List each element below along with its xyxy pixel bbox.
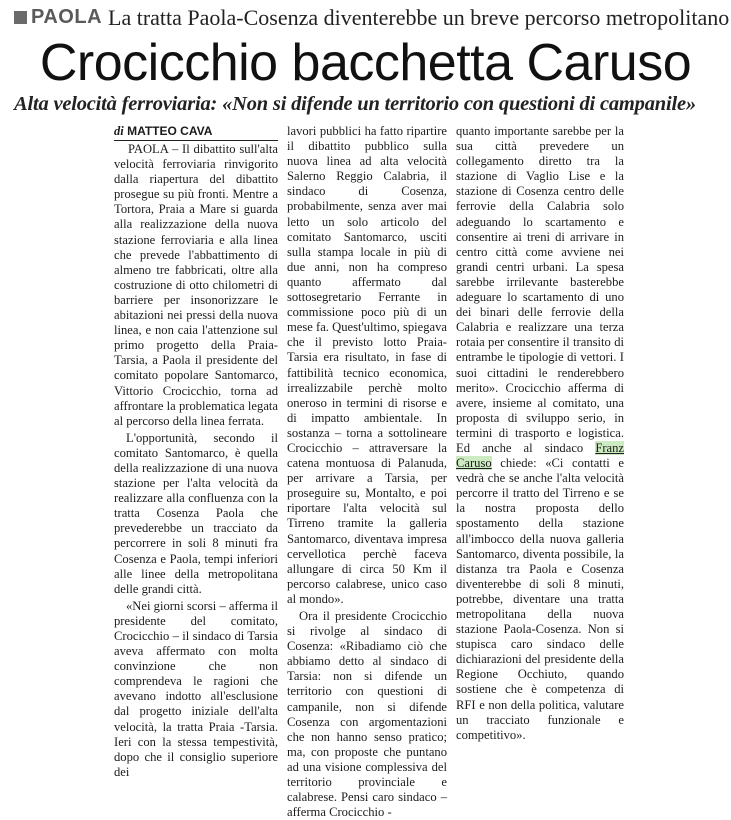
article-column-3 (456, 124, 624, 743)
paragraph: lavori pubblici ha fatto ripartire il dibattito pubblico sulla nuova linea ad alta velocità Salerno Reggio Calabria, il sindaco di Cosenza, probabilmente, senza aver mai letto un solo articolo del comitato Santomarco, usciti sulla stampa locale in più di due anni, non ha compreso quanto affermato dal sottosegretario Ferrante in commissione poco più di un mese fa. Quest'ultimo, spiegava che il previsto lotto Praia-Tarsia era risultato, in fase di fattibilità tecnico economica, irrealizzabile perchè molto oneroso in termini di risorse e di impatto ambientale. In sostanza – torna a sottolineare Crocicchio – attraversare la catena montuosa di Palanuda, per arrivare a Tarsia, per proseguire su, Montalto, e poi riportare l'alta velocità sul Tirreno tramite la galleria Santomarco, diventava impresa cervellotica perchè faceva allungare di circa 50 Km il percorso calabrese, unico caso al mondo». (287, 124, 447, 606)
text-run: quanto importante sarebbe per la sua città prevedere un collegamento diretto tra la stazione di Vaglio Lise e la stazione di Cosenza centro delle ferrovie della Calabria solo adeguando lo scartamento e consentire ai treni di arrivare in centro città come avviene nei grandi centri urbani. La spesa sarebbe irrilevante basterebbe adeguare lo scartamento di uno dei binari delle ferrovie della Calabria e realizzare una terza rotaia per consentire il transito di entrambe le tipologie di vettori. I suoi cittadini le renderebbero merito». Crocicchio afferma di avere, insieme al comitato, una proposta di sviluppo serio, in termini di trasporto e logistica. Ed anche al sindaco (456, 124, 624, 455)
byline-author: MATTEO CAVA (127, 124, 213, 138)
kicker: La tratta Paola-Cosenza diventerebbe un breve percorso metropolitano (108, 5, 730, 30)
paragraph: L'opportunità, secondo il comitato Santomarco, è quella della realizzazione di una nuova stazione per l'alta velocità da realizzare alla confluenza con la tratta Cosenza Paola che prevederebbe un tracciato da percorrere in soli 8 minuti fra Cosenza e Paola, tempi inferiori alle linee della metropolitana delle grandi città. (114, 430, 278, 596)
paragraph: «Nei giorni scorsi – afferma il presidente del comitato, Crocicchio – il sindaco di Tarsia aveva affermato con molta convinzione che non comprendeva le ragioni che avevano indotto all'esclusione dal progetto iniziale dell'alta velocità, la tratta Praia -Tarsia. Ieri con la stessa tempestività, dopo che il consiglio superiore dei (114, 598, 278, 779)
paragraph: PAOLA – Il dibattito sull'alta velocità ferroviaria rinvigorito dalla riapertura del dibattito prosegue su più fronti. Mentre a Tortora, Praia a Mare si guarda alla realizzazione della nuova stazione ferroviaria e alla linea che prevede l'abbattimento di almeno tre fabbricati, oltre alla costruzione di otto chilometri di barriere per insonorizzare le abitazioni nei pressi della nuova linea, e non caia l'attenzione sul primo progetto della Praia-Tarsia, a Paola il presidente del comitato popolare Santomarco, Vittorio Crocicchio, torna ad affrontare la problematica legata al percorso della linea ferrata. (114, 142, 278, 428)
article-column-1 (114, 142, 278, 780)
header-strip (0, 6, 731, 30)
headline: Crocicchio bacchetta Caruso (39, 34, 692, 92)
paragraph (456, 124, 624, 743)
highlighted-name: Franz Caruso (456, 440, 625, 471)
paragraph: Ora il presidente Crocicchio si rivolge al sindaco di Cosenza: «Ribadiamo ciò che abbiamo detto al sindaco di Tarsia: non si difende un territorio con questioni di campanile, non si difende Cosenza con argomentazioni che non hanno senso pratico; ma, con proposte che puntano ad una visione complessiva del territorio provinciale e calabrese. Pensi caro sindaco – afferma Crocicchio - (287, 609, 447, 820)
byline-prefix: di (114, 124, 124, 138)
section-label: PAOLA (31, 6, 103, 28)
subtitle: Alta velocità ferroviaria: «Non si difende un territorio con questioni di campanile» (14, 93, 696, 115)
text-run: chiede: «Ci contatti e vedrà che se anche l'alta velocità percorre il tratto del Tirreno e se la nostra proposta dello spostamento della stazione all'imbocco della nuova galleria Santomarco, diventa possibile, la distanza tra Paola e Cosenza diventerebbe di soli 8 minuti, potrebbe, diventare una tratta metropolitana della nuova stazione Paola-Cosenza. Non si stupisca caro sindaco delle dichiarazioni del presidente della Regione Occhiuto, quando sostiene che è competenza di RFI e non della politica, valutare un tracciato funzionale e competitivo». (456, 456, 624, 742)
article-column-2 (287, 124, 447, 820)
section-square-icon (14, 11, 27, 24)
byline (114, 124, 278, 141)
